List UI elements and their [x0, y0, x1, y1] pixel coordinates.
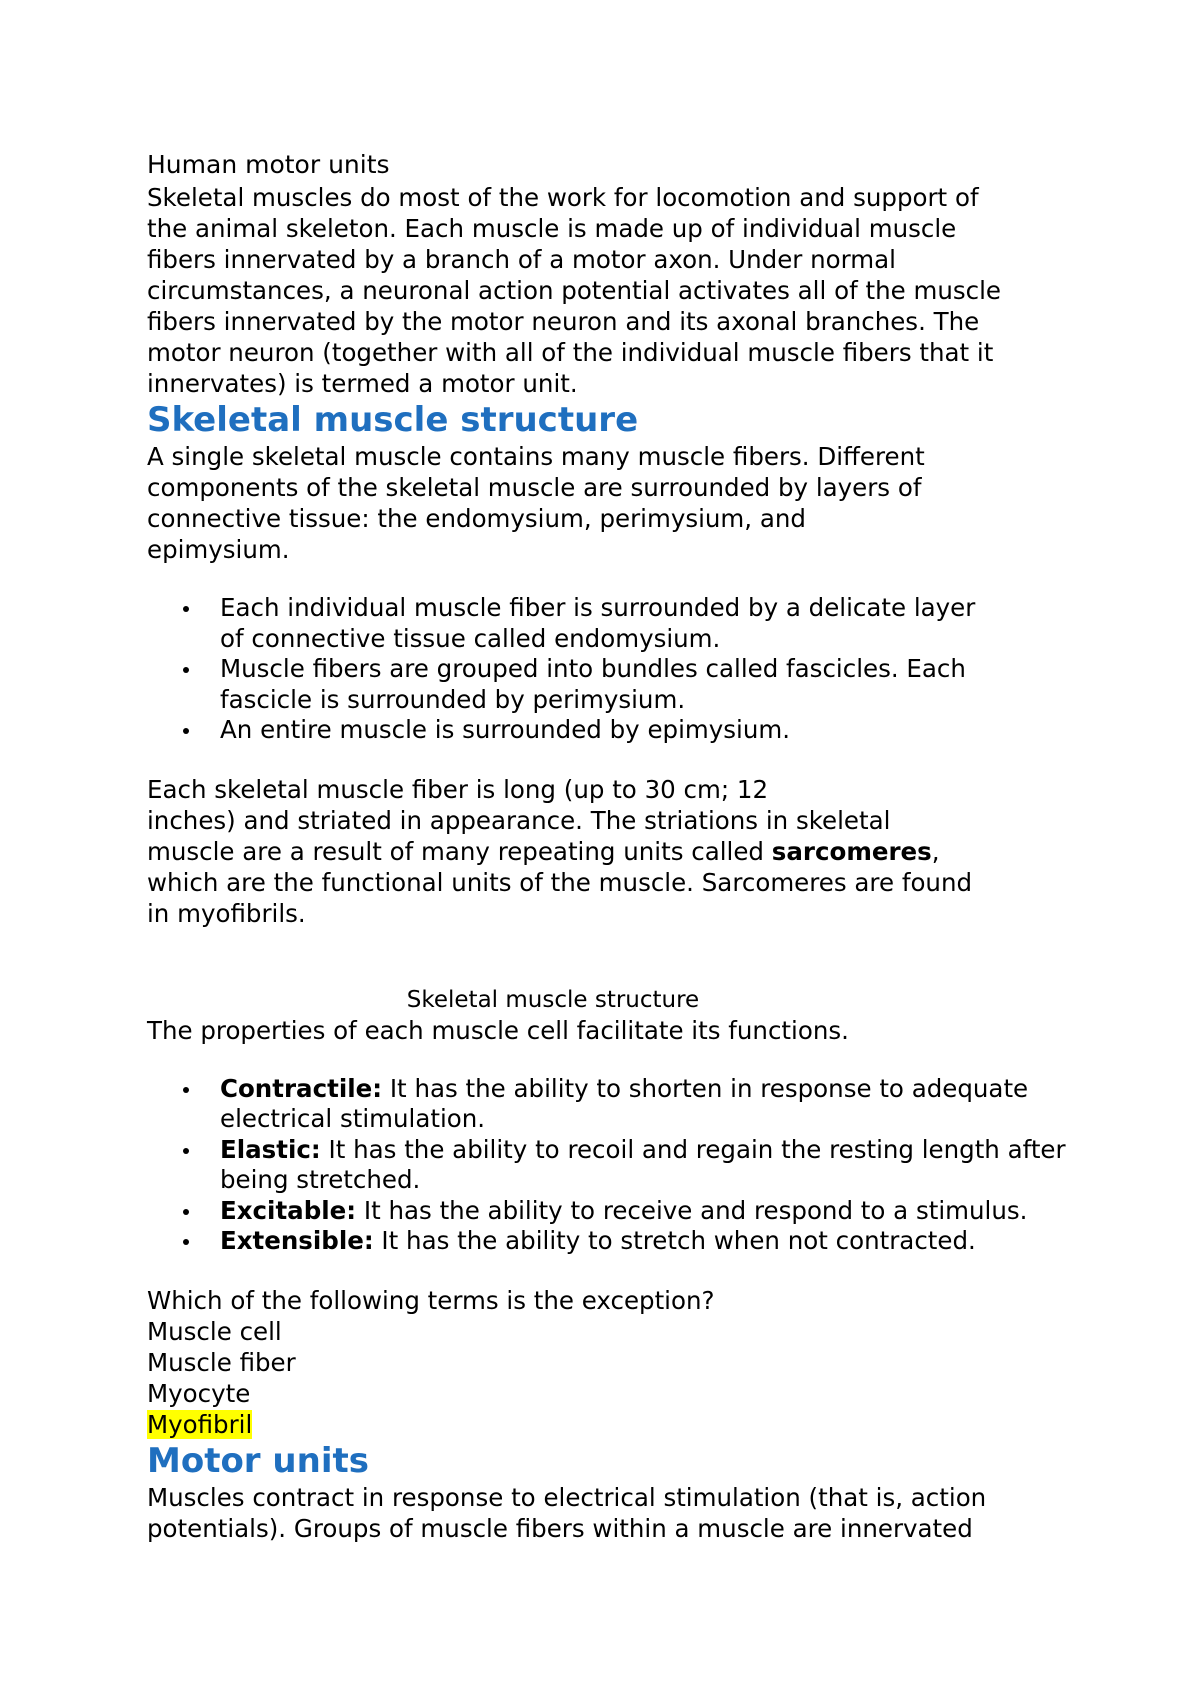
quiz-option: Muscle fiber — [147, 1347, 296, 1377]
list-item — [147, 715, 987, 746]
bullet-text: An entire muscle is surrounded by epimysium. — [220, 715, 791, 744]
list-item — [147, 1135, 1077, 1196]
list-item — [147, 1196, 1077, 1227]
motor-units-paragraph: Muscles contract in response to electrical stimulation (that is, action potentials). Groups of muscle fibers within a muscle are innervated — [147, 1482, 987, 1543]
sarcomere-text-start: Each skeletal muscle fiber is long (up to 30 cm; 12 — [147, 774, 769, 804]
structure-paragraph: A single skeletal muscle contains many muscle fibers. Different components of the skeletal muscle are surrounded by layers of connective tissue: the endomysium, perimysium, and epimysium. — [147, 442, 925, 564]
property-description: It has the ability to shorten in response to adequate electrical stimulation. — [220, 1073, 1029, 1133]
document-title: Human motor units — [147, 150, 390, 179]
bullet-icon — [183, 1148, 189, 1154]
quiz-answer-highlighted: Myofibril — [147, 1409, 253, 1439]
sarcomere-text-mid: inches) and striated in appearance. The striations in skeletal muscle are a result of many repeating units called — [147, 805, 891, 866]
sarcomeres-term: sarcomeres — [771, 836, 932, 866]
property-term: Extensible: — [220, 1226, 374, 1255]
bullet-icon — [183, 1087, 189, 1093]
bullet-icon — [183, 728, 189, 734]
list-item — [147, 593, 987, 654]
bullet-icon — [183, 606, 189, 612]
bullet-text: Each individual muscle fiber is surrounded by a delicate layer of connective tissue called endomysium. — [220, 593, 976, 653]
document-body — [147, 148, 1087, 1544]
section-heading-skeletal-muscle-structure: Skeletal muscle structure — [147, 400, 639, 440]
list-item — [147, 654, 987, 715]
property-description: It has the ability to receive and respond to a stimulus. — [356, 1195, 1028, 1225]
property-description: It has the ability to stretch when not contracted. — [373, 1226, 976, 1255]
properties-intro: The properties of each muscle cell facilitate its functions. — [147, 1015, 849, 1045]
quiz-question: Which of the following terms is the exception? — [147, 1285, 715, 1315]
spacer — [147, 565, 1087, 593]
sarcomere-paragraph — [147, 774, 977, 929]
properties-list — [147, 1074, 1077, 1257]
section-heading-motor-units: Motor units — [147, 1440, 369, 1481]
property-description: It has the ability to recoil and regain the resting length after being stretched. — [220, 1134, 1066, 1194]
bullet-icon — [183, 1239, 189, 1245]
quiz-option: Muscle cell — [147, 1316, 282, 1346]
figure-caption: Skeletal muscle structure — [406, 986, 700, 1013]
spacer — [147, 746, 1087, 774]
bullet-icon — [183, 667, 189, 673]
sarcomere-text-end: , which are the functional units of the muscle. Sarcomeres are found in myofibrils. — [147, 836, 973, 928]
list-item — [147, 1226, 1077, 1257]
property-term: Excitable: — [220, 1195, 357, 1225]
quiz-answer-line — [147, 1409, 1087, 1440]
bullet-icon — [183, 1209, 189, 1215]
intro-paragraph: Skeletal muscles do most of the work for locomotion and support of the animal skeleton. Each muscle is made up of individual muscle fibers innervated by a branch of a motor axon. Under normal circumstances, a neuronal action potential activates all of the muscle fibers innervated by the motor neuron and its axonal branches. The motor neuron (together with all of the individual muscle fibers that it innervates) is termed a motor unit. — [147, 183, 1001, 398]
quiz-option: Myocyte — [147, 1378, 251, 1408]
spacer — [147, 929, 1087, 985]
list-item — [147, 1074, 1077, 1135]
spacer — [147, 1046, 1087, 1074]
property-term: Elastic: — [220, 1134, 321, 1164]
tissue-bullet-list — [147, 593, 987, 746]
spacer — [147, 1257, 1087, 1285]
bullet-text: Muscle fibers are grouped into bundles called fascicles. Each fascicle is surrounded by perimysium. — [220, 654, 966, 714]
property-term: Contractile: — [220, 1073, 383, 1103]
